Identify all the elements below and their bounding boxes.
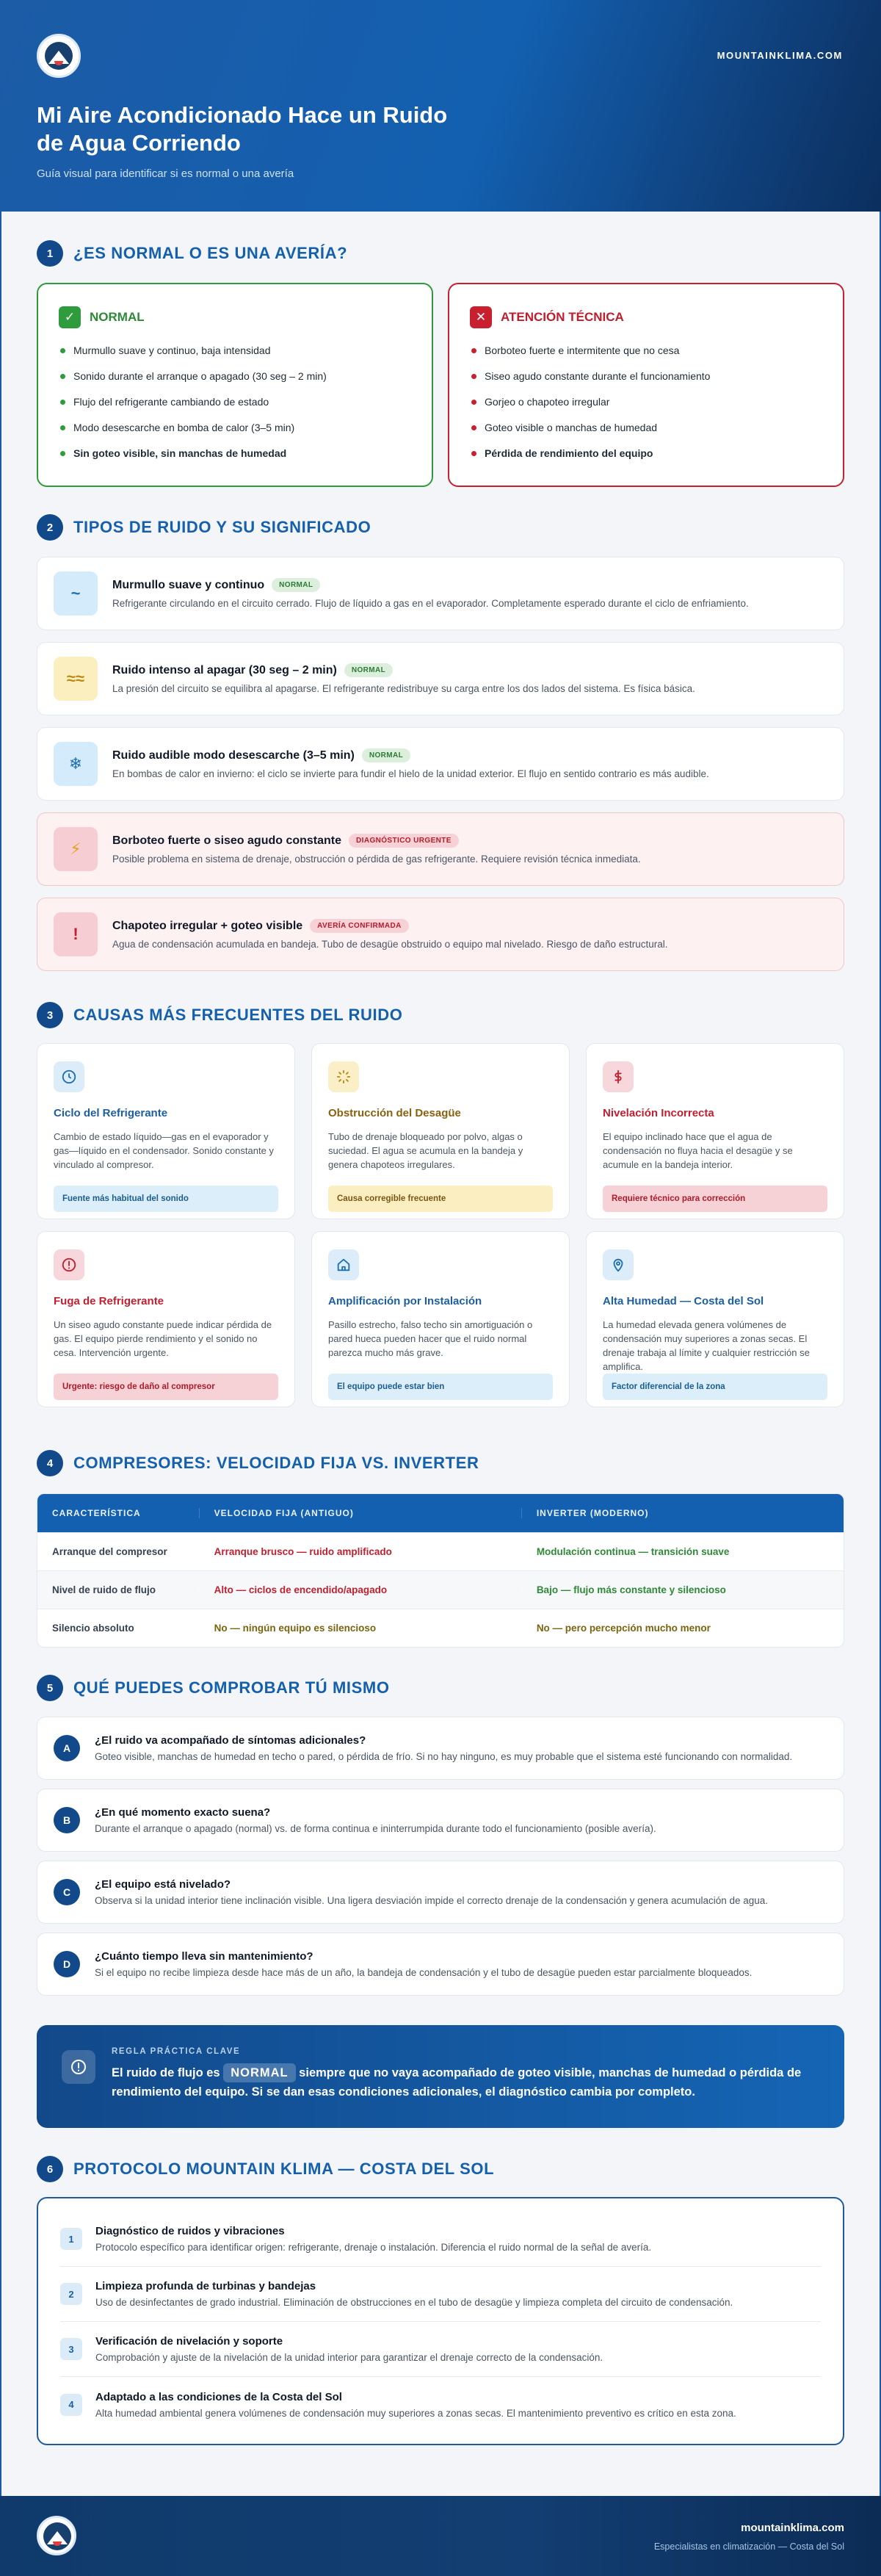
cause-description: Cambio de estado líquido—gas en el evaporador y gas—líquido en el condensador. Sonido constante y vinculado al compresor. bbox=[54, 1131, 274, 1170]
location-pin-icon bbox=[603, 1249, 634, 1280]
table-cell: No — ningún equipo es silencioso bbox=[199, 1623, 521, 1634]
table-cell: Arranque brusco — ruido amplificado bbox=[199, 1546, 521, 1557]
cause-description: Pasillo estrecho, falso techo sin amortiguación o pared hueca pueden hacer que el ruido normal parezca mucho más grave. bbox=[328, 1319, 533, 1358]
check-question: ¿El equipo está nivelado? bbox=[95, 1878, 231, 1891]
status-badge: AVERÍA CONFIRMADA bbox=[310, 919, 409, 933]
rule-text bbox=[112, 2063, 819, 2101]
fault-card-title: ATENCIÓN TÉCNICA bbox=[501, 310, 624, 324]
home-icon bbox=[328, 1249, 359, 1280]
column-header: INVERTER (MODERNO) bbox=[521, 1508, 844, 1518]
section-number: 5 bbox=[37, 1675, 63, 1701]
list-item: Sin goteo visible, sin manchas de humedad bbox=[59, 446, 411, 461]
status-badge: DIAGNÓSTICO URGENTE bbox=[349, 834, 459, 848]
check-letter: D bbox=[54, 1951, 80, 1977]
status-badge: NORMAL bbox=[344, 663, 393, 677]
list-item bbox=[60, 2377, 821, 2432]
section-1-heading bbox=[37, 240, 347, 267]
protocol-list bbox=[37, 2197, 844, 2445]
step-title: Adaptado a las condiciones de la Costa del Sol bbox=[95, 2390, 342, 2403]
cause-title: Fuga de Refrigerante bbox=[54, 1295, 164, 1307]
step-number: 4 bbox=[60, 2394, 82, 2416]
column-header: VELOCIDAD FIJA (ANTIGUO) bbox=[199, 1508, 521, 1518]
check-answer: Si el equipo no recibe limpieza desde hace más de un año, la bandeja de condensación y el tubo de desagüe pueden estar parcialmente bloqueados. bbox=[95, 1967, 753, 1978]
footer-tagline: Especialistas en climatización — Costa del Sol bbox=[653, 2541, 844, 2552]
cause-title: Amplificación por Instalación bbox=[328, 1295, 482, 1307]
page-title: Mi Aire Acondicionado Hace un Ruido de Agua Corriendo bbox=[37, 102, 448, 156]
check-item bbox=[37, 1717, 844, 1780]
check-icon: ✓ bbox=[59, 306, 81, 328]
table-cell: Modulación continua — transición suave bbox=[521, 1546, 844, 1557]
brand-logo[interactable] bbox=[37, 34, 81, 78]
table-row bbox=[37, 1532, 844, 1570]
check-letter: A bbox=[54, 1735, 80, 1761]
section-number: 6 bbox=[37, 2156, 63, 2182]
key-rule-callout bbox=[37, 2025, 844, 2128]
status-badge: NORMAL bbox=[272, 578, 320, 592]
section-title: PROTOCOLO MOUNTAIN KLIMA — COSTA DEL SOL bbox=[73, 2160, 495, 2178]
table-cell: Silencio absoluto bbox=[52, 1623, 134, 1634]
noise-description: Posible problema en sistema de drenaje, obstrucción o pérdida de gas refrigerante. Requiere revisión técnica inmediata. bbox=[112, 854, 641, 865]
info-circle-icon bbox=[62, 2050, 95, 2084]
section-title: COMPRESORES: VELOCIDAD FIJA VS. INVERTER bbox=[73, 1454, 479, 1472]
noise-card bbox=[37, 898, 844, 971]
step-description: Uso de desinfectantes de grado industrial. Eliminación de obstrucciones en el tubo de desagüe y limpieza completa del circuito de condensación. bbox=[95, 2297, 733, 2308]
cause-card bbox=[311, 1043, 570, 1219]
check-question: ¿El ruido va acompañado de síntomas adicionales? bbox=[95, 1734, 366, 1747]
section-title: TIPOS DE RUIDO Y SU SIGNIFICADO bbox=[73, 518, 371, 536]
section-number: 3 bbox=[37, 1002, 63, 1028]
table-cell: Nivel de ruido de flujo bbox=[52, 1584, 156, 1595]
noise-title: Borboteo fuerte o siseo agudo constante bbox=[112, 834, 342, 847]
alert-circle-icon bbox=[54, 1249, 84, 1280]
noise-card bbox=[37, 557, 844, 630]
noise-card bbox=[37, 642, 844, 715]
column-header: CARACTERÍSTICA bbox=[52, 1508, 141, 1518]
list-item: Borboteo fuerte e intermitente que no cesa bbox=[470, 343, 822, 358]
cause-note: Fuente más habitual del sonido bbox=[54, 1186, 278, 1212]
alert-icon: ! bbox=[54, 912, 98, 956]
list-item: Flujo del refrigerante cambiando de estado bbox=[59, 394, 411, 409]
fault-card bbox=[448, 283, 844, 487]
step-number: 3 bbox=[60, 2338, 82, 2360]
table-row bbox=[37, 1609, 844, 1647]
section-number: 2 bbox=[37, 514, 63, 541]
section-number: 1 bbox=[37, 240, 63, 267]
section-title: QUÉ PUEDES COMPROBAR TÚ MISMO bbox=[73, 1678, 390, 1697]
normal-card bbox=[37, 283, 433, 487]
page-subtitle: Guía visual para identificar si es normal o una avería bbox=[37, 167, 294, 180]
table-row bbox=[37, 1570, 844, 1609]
lightning-icon: ⚡ bbox=[54, 827, 98, 871]
rule-text-end: siempre que no vaya acompañado de goteo visible, manchas de humedad o pérdida de rendimiento del equipo. Si se dan esas condiciones adicionales, el diagnóstico cambia por completo. bbox=[112, 2066, 802, 2099]
section-6-heading bbox=[37, 2156, 494, 2182]
noise-card bbox=[37, 727, 844, 801]
table-cell: Arranque del compresor bbox=[52, 1546, 167, 1557]
spinner-icon bbox=[328, 1061, 359, 1092]
step-number: 1 bbox=[60, 2228, 82, 2250]
rule-label: REGLA PRÁCTICA CLAVE bbox=[112, 2047, 241, 2056]
noise-title: Ruido audible modo desescarche (3–5 min) bbox=[112, 748, 355, 762]
cause-card bbox=[586, 1231, 844, 1407]
list-item: Sonido durante el arranque o apagado (30 seg – 2 min) bbox=[59, 369, 411, 383]
list-item: Gorjeo o chapoteo irregular bbox=[470, 394, 822, 409]
page-footer bbox=[0, 2496, 881, 2576]
dollar-icon bbox=[603, 1061, 634, 1092]
list-item: Pérdida de rendimiento del equipo bbox=[470, 446, 822, 461]
cause-note: Requiere técnico para corrección bbox=[603, 1186, 827, 1212]
footer-site-link[interactable]: mountainklima.com bbox=[741, 2522, 844, 2534]
cause-note: El equipo puede estar bien bbox=[328, 1374, 553, 1400]
clock-icon bbox=[54, 1061, 84, 1092]
check-letter: C bbox=[54, 1879, 80, 1905]
noise-description: Refrigerante circulando en el circuito cerrado. Flujo de líquido a gas en el evaporador. Completamente esperado durante el ciclo de enfriamiento. bbox=[112, 598, 749, 609]
hero-header bbox=[0, 0, 881, 212]
table-cell: Alto — ciclos de encendido/apagado bbox=[199, 1584, 521, 1595]
cause-description: Tubo de drenaje bloqueado por polvo, algas o suciedad. El agua se acumula en la bandeja y genera chapoteos irregulares. bbox=[328, 1131, 523, 1170]
cause-card bbox=[37, 1043, 295, 1219]
check-answer: Goteo visible, manchas de humedad en techo o pared, o pérdida de frío. Si no hay ninguno, es muy probable que el sistema esté funcionando con normalidad. bbox=[95, 1751, 793, 1762]
check-item bbox=[37, 1861, 844, 1924]
cause-title: Ciclo del Refrigerante bbox=[54, 1107, 168, 1119]
cause-note: Factor diferencial de la zona bbox=[603, 1374, 827, 1400]
section-2-heading bbox=[37, 514, 371, 541]
cause-description: Un siseo agudo constante puede indicar pérdida de gas. El equipo pierde rendimiento y el sonido no cesa. Intervención urgente. bbox=[54, 1319, 272, 1358]
check-answer: Durante el arranque o apagado (normal) vs. de forma continua e ininterrumpida durante todo el funcionamiento (posible avería). bbox=[95, 1823, 656, 1834]
wave-icon: ~ bbox=[54, 571, 98, 616]
section-number: 4 bbox=[37, 1450, 63, 1476]
check-answer: Observa si la unidad interior tiene inclinación visible. Una ligera desviación impide el correcto drenaje de la condensación y genera acumulación de agua. bbox=[95, 1895, 769, 1906]
cause-description: El equipo inclinado hace que el agua de condensación no fluya hacia el desagüe y se acumule en la bandeja interior. bbox=[603, 1131, 793, 1170]
rule-text-start: El ruido de flujo es bbox=[112, 2066, 224, 2079]
x-icon: ✕ bbox=[470, 306, 492, 328]
section-4-heading bbox=[37, 1450, 479, 1476]
normal-card-title: NORMAL bbox=[90, 310, 145, 324]
noise-card bbox=[37, 812, 844, 886]
table-header-row bbox=[37, 1494, 844, 1532]
noise-description: Agua de condensación acumulada en bandeja. Tubo de desagüe obstruido o equipo mal nivelado. Riesgo de daño estructural. bbox=[112, 939, 668, 950]
list-item: Murmullo suave y continuo, baja intensidad bbox=[59, 343, 411, 358]
cause-note: Urgente: riesgo de daño al compresor bbox=[54, 1374, 278, 1400]
cause-card bbox=[311, 1231, 570, 1407]
step-description: Protocolo específico para identificar origen: refrigerante, drenaje o instalación. Diferencia el ruido normal de la señal de avería. bbox=[95, 2242, 652, 2253]
cause-title: Obstrucción del Desagüe bbox=[328, 1107, 461, 1119]
list-item: Siseo agudo constante durante el funcionamiento bbox=[470, 369, 822, 383]
noise-description: En bombas de calor en invierno: el ciclo se invierte para fundir el hielo de la unidad exterior. El flujo en sentido contrario es más audible. bbox=[112, 768, 709, 779]
header-site-link[interactable]: MOUNTAINKLIMA.COM bbox=[717, 50, 843, 61]
double-wave-icon: ≈≈ bbox=[54, 657, 98, 701]
step-title: Verificación de nivelación y soporte bbox=[95, 2335, 283, 2348]
list-item bbox=[60, 2212, 821, 2267]
list-item: Modo desescarche en bomba de calor (3–5 min) bbox=[59, 420, 411, 435]
step-title: Diagnóstico de ruidos y vibraciones bbox=[95, 2225, 285, 2237]
section-title: CAUSAS MÁS FRECUENTES DEL RUIDO bbox=[73, 1006, 403, 1024]
cause-description: La humedad elevada genera volúmenes de condensación muy superiores a zonas secas. El drenaje trabaja al límite y cualquier restricción se amplifica. bbox=[603, 1319, 810, 1372]
list-item bbox=[60, 2267, 821, 2322]
list-item: Goteo visible o manchas de humedad bbox=[470, 420, 822, 435]
noise-title: Murmullo suave y continuo bbox=[112, 578, 265, 591]
step-description: Alta humedad ambiental genera volúmenes de condensación muy superiores a zonas secas. El mantenimiento preventivo es crítico en esta zona. bbox=[95, 2407, 736, 2419]
check-item bbox=[37, 1933, 844, 1996]
check-letter: B bbox=[54, 1807, 80, 1833]
check-item bbox=[37, 1789, 844, 1852]
check-question: ¿Cuánto tiempo lleva sin mantenimiento? bbox=[95, 1950, 313, 1963]
section-5-heading bbox=[37, 1675, 390, 1701]
list-item bbox=[60, 2322, 821, 2377]
cause-card bbox=[586, 1043, 844, 1219]
step-title: Limpieza profunda de turbinas y bandejas bbox=[95, 2280, 316, 2292]
section-3-heading bbox=[37, 1002, 402, 1028]
noise-title: Chapoteo irregular + goteo visible bbox=[112, 919, 303, 932]
step-description: Comprobación y ajuste de la nivelación de la unidad interior para garantizar el drenaje correcto de la condensación. bbox=[95, 2352, 603, 2363]
comparison-table bbox=[37, 1493, 844, 1648]
status-badge: NORMAL bbox=[362, 748, 410, 762]
footer-logo[interactable] bbox=[37, 2516, 76, 2555]
cause-title: Alta Humedad — Costa del Sol bbox=[603, 1295, 764, 1307]
step-number: 2 bbox=[60, 2283, 82, 2305]
cause-title: Nivelación Incorrecta bbox=[603, 1107, 714, 1119]
noise-description: La presión del circuito se equilibra al apagarse. El refrigerante redistribuye su carga entre los dos lados del sistema. Es física básica. bbox=[112, 683, 695, 694]
check-question: ¿En qué momento exacto suena? bbox=[95, 1806, 271, 1819]
cause-note: Causa corregible frecuente bbox=[328, 1186, 553, 1212]
section-title: ¿ES NORMAL O ES UNA AVERÍA? bbox=[73, 244, 348, 262]
snowflake-icon: ❄ bbox=[54, 742, 98, 786]
table-cell: Bajo — flujo más constante y silencioso bbox=[521, 1584, 844, 1595]
noise-title: Ruido intenso al apagar (30 seg – 2 min) bbox=[112, 663, 337, 677]
normal-highlight: NORMAL bbox=[223, 2063, 295, 2082]
table-cell: No — pero percepción mucho menor bbox=[521, 1623, 844, 1634]
cause-card bbox=[37, 1231, 295, 1407]
